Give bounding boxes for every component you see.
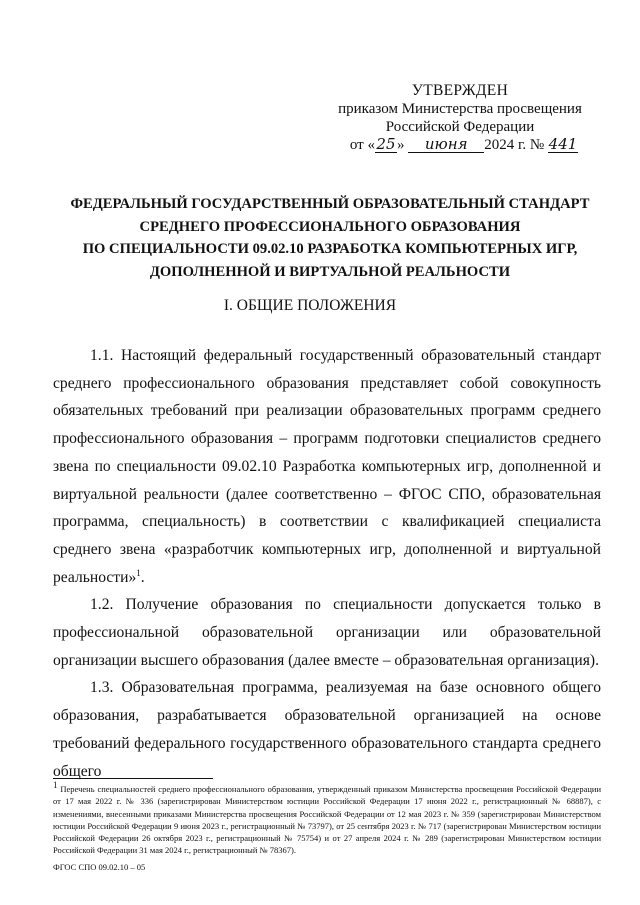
page-code: ФГОС СПО 09.02.10 – 05	[53, 862, 146, 872]
footnote-ref[interactable]: 1	[136, 567, 141, 578]
paragraph-1-3: 1.3. Образовательная программа, реализуемая на базе основного общего образования, разрабатывается образовательной организацией на основе требований федерального государственного образовательного стандарта среднего общего	[53, 679, 601, 780]
document-body	[53, 342, 601, 785]
date-month: июня	[408, 137, 484, 153]
paragraph-1-1-text: 1.1. Настоящий федеральный государственный образовательный стандарт среднего профессионального образования представляет собой совокупность обязательных требований при реализации образовательных программ среднего профессионального образования – программ подготовки специалистов среднего звена по специальности 09.02.10 Разработка компьютерных игр, дополненной и виртуальной реальности (далее соответственно – ФГОС СПО, образовательная программа, специальность) в соответствии с квалификацией специалиста среднего звена «разработчик компьютерных игр, дополненной и виртуальной реальности»	[53, 347, 601, 586]
date-day: 25	[376, 135, 396, 153]
approval-heading: УТВЕРЖДЕН	[411, 82, 509, 99]
date-mid: »	[396, 137, 405, 153]
approval-line-2: Российской Федерации	[385, 119, 535, 135]
title-line-2: СРЕДНЕГО ПРОФЕССИОНАЛЬНОГО ОБРАЗОВАНИЯ	[139, 218, 521, 235]
order-number: 441	[548, 135, 578, 153]
title-line-3: ПО СПЕЦИАЛЬНОСТИ 09.02.10 РАЗРАБОТКА КОМПЬЮТЕРНЫХ ИГР,	[82, 241, 578, 257]
paragraph-1-1-end: .	[140, 568, 145, 586]
footnote-marker: 1	[53, 780, 58, 791]
paragraph-1-2: 1.2. Получение образования по специальности допускается только в профессиональной образовательной организации или образовательной организации высшего образования (далее вместе – образовательная организация).	[53, 596, 601, 669]
approval-date-line	[330, 136, 590, 154]
footnote-divider	[53, 778, 213, 779]
paragraph-1-1	[53, 342, 601, 591]
footnote	[53, 780, 601, 857]
section-heading: I. ОБЩИЕ ПОЛОЖЕНИЯ	[223, 297, 397, 314]
document-title	[40, 193, 620, 283]
date-prefix: от «	[349, 137, 375, 153]
approval-block	[330, 82, 590, 154]
title-line-1: ФЕДЕРАЛЬНЫЙ ГОСУДАРСТВЕННЫЙ ОБРАЗОВАТЕЛЬНЫЙ СТАНДАРТ	[70, 196, 590, 212]
title-line-4: ДОПОЛНЕННОЙ И ВИРТУАЛЬНОЙ РЕАЛЬНОСТИ	[149, 263, 511, 280]
approval-line-1: приказом Министерства просвещения	[338, 101, 582, 117]
date-year: 2024 г. №	[484, 137, 545, 153]
footnote-text: Перечень специальностей среднего профессионального образования, утвержденный приказом Министерства просвещения Российской Федерации от 17 мая 2022 г. № 336 (зарегистрирован Министерством юстиции Российской Федерации 17 июня 2022 г., регистрационный № 68887), с изменениями, внесенными приказами Министерства просвещения Российской Федерации от 12 мая 2023 г. № 359 (зарегистрирован Министерством юстиции Российской Федерации 9 июня 2023 г., регистрационный № 73797), от 25 сентября 2023 г. № 717 (зарегистрирован Министерством юстиции Российской Федерации 26 октября 2023 г., регистрационный № 75754) и от 27 апреля 2024 г. № 289 (зарегистрирован Министерством юстиции Российской Федерации 31 мая 2024 г., регистрационный № 78367).	[53, 784, 601, 856]
